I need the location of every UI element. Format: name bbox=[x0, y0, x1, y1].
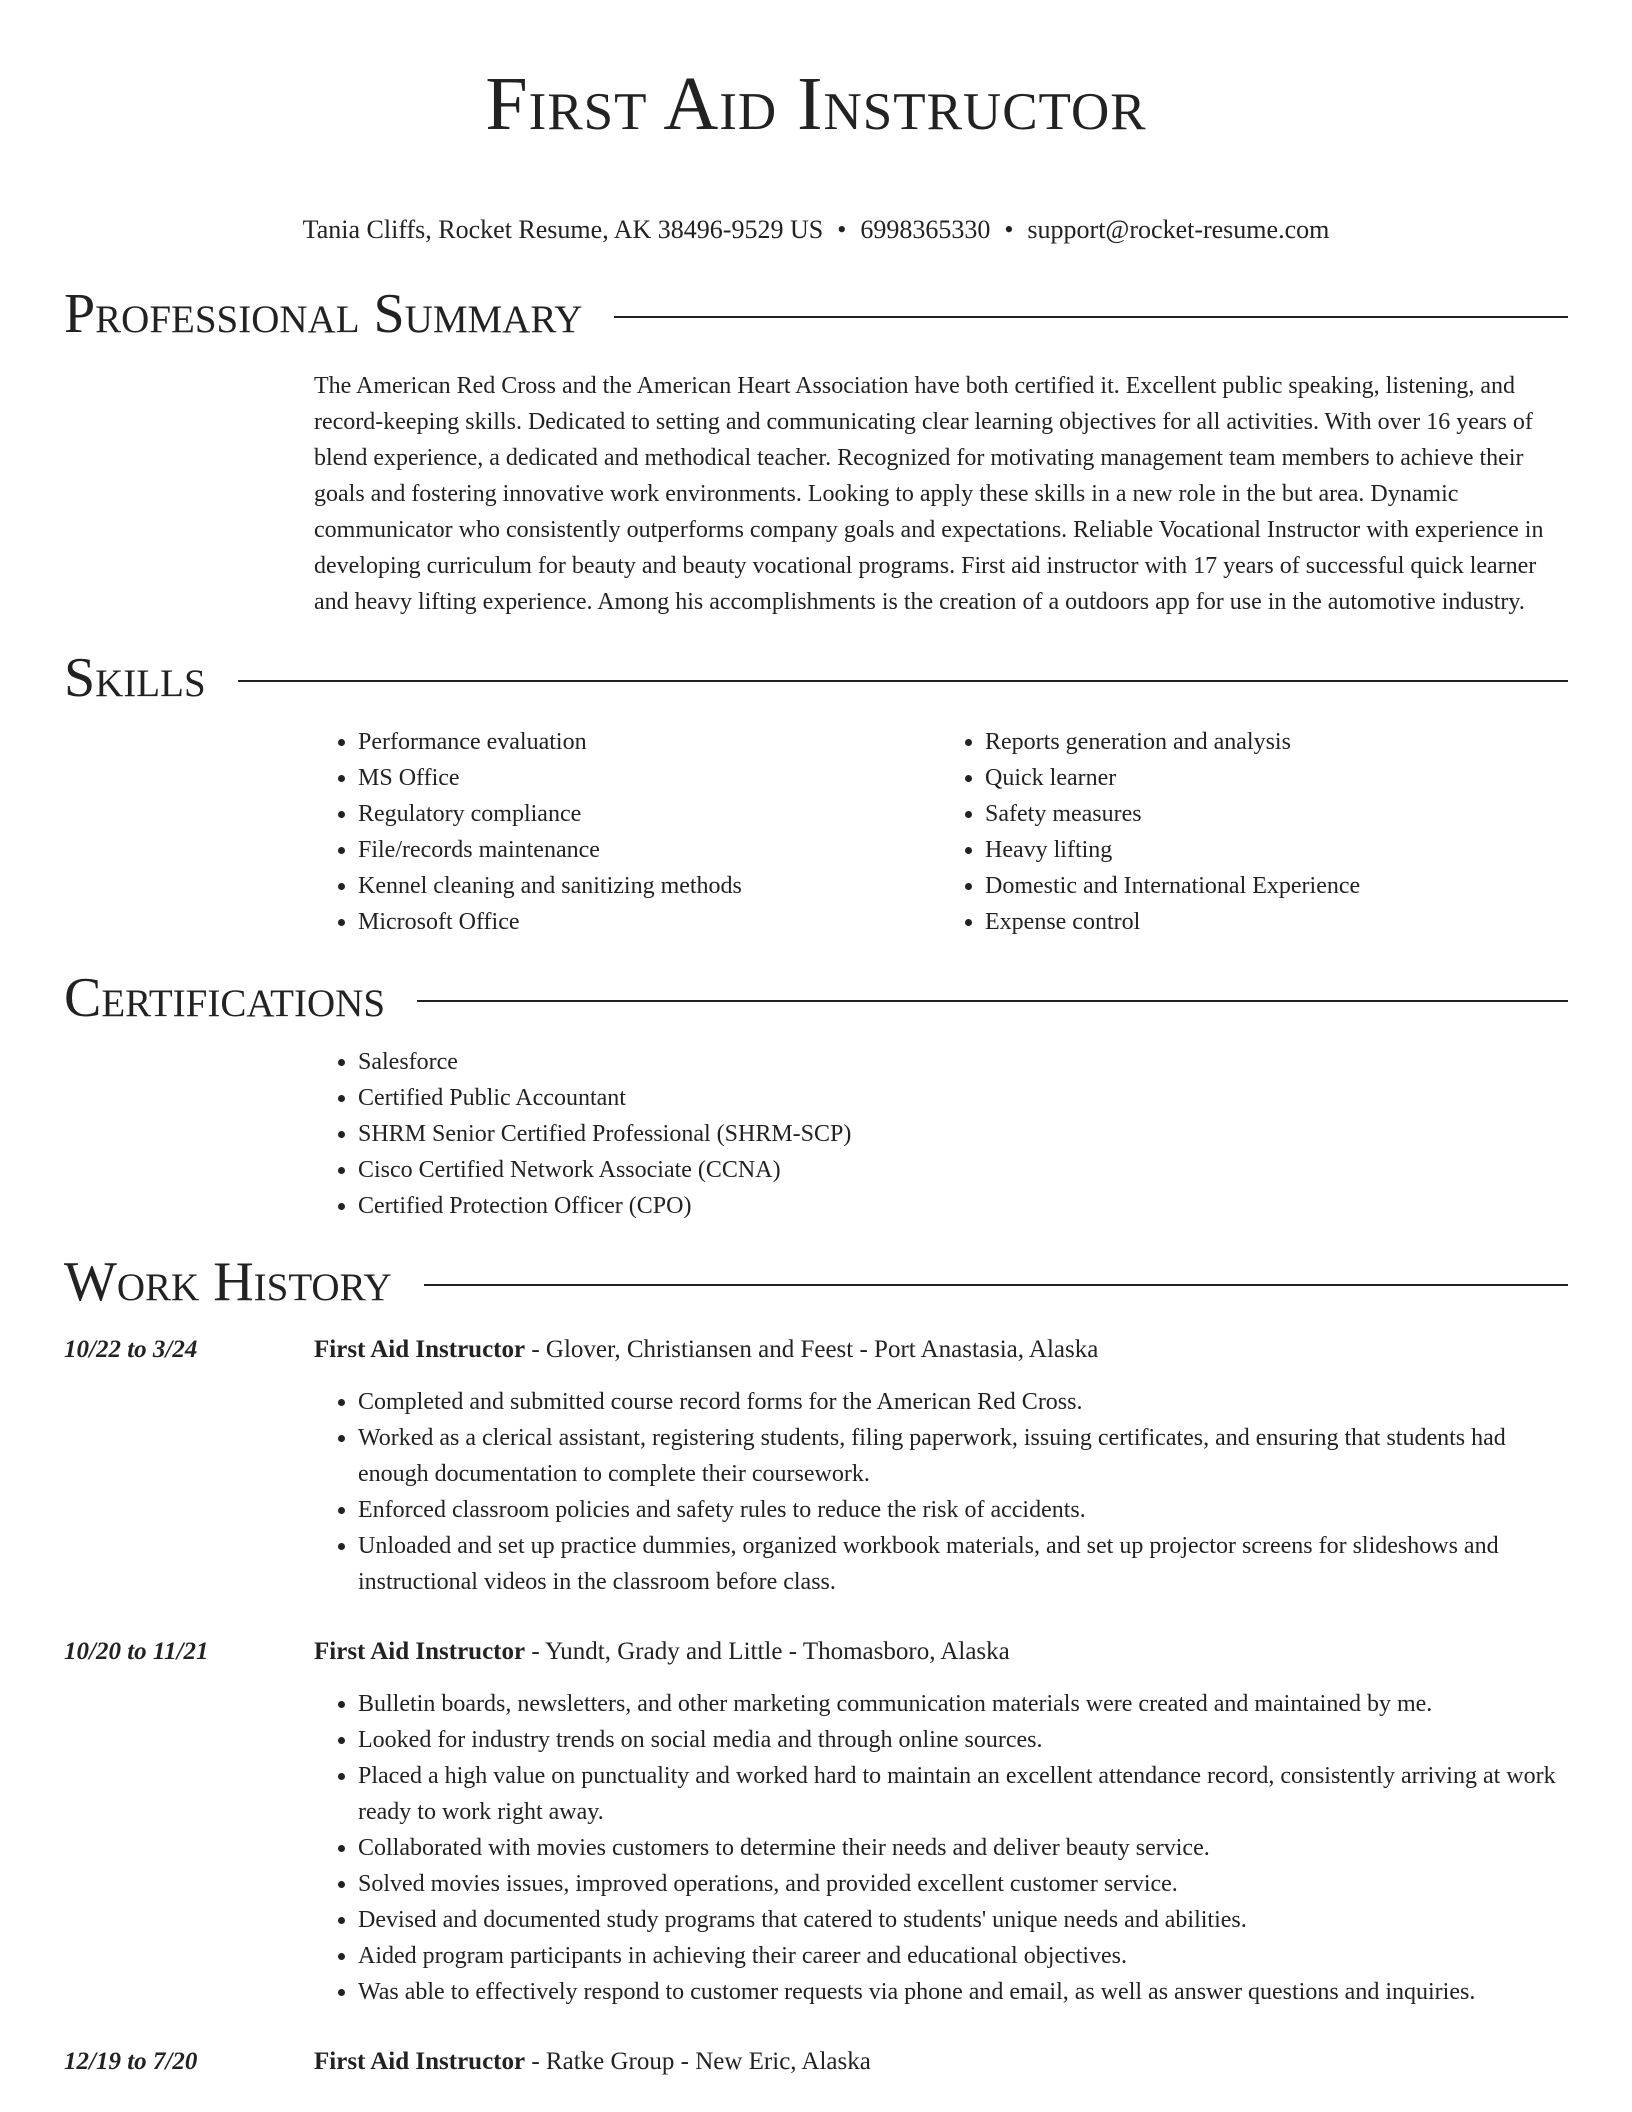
skill-item: • Regulatory compliance bbox=[358, 796, 941, 832]
certification-item: • SHRM Senior Certified Professional (SHRM-SCP) bbox=[358, 1116, 1568, 1152]
job-details bbox=[314, 1384, 1568, 1600]
section-header-summary bbox=[64, 282, 1568, 346]
section-heading-summary: Professional Summary bbox=[64, 283, 583, 345]
job-heading bbox=[314, 1634, 1010, 1670]
job-heading bbox=[314, 2044, 871, 2080]
section-divider bbox=[614, 316, 1568, 318]
job-bullet: • Placed a high value on punctuality and worked hard to maintain an excellent attendance record, consistently arriving at work ready to work right away. bbox=[358, 1758, 1568, 1830]
job-bullet: • Solved movies issues, improved operations, and provided excellent customer service. bbox=[358, 1866, 1568, 1902]
section-heading-skills: Skills bbox=[64, 647, 206, 709]
job-employer: - Glover, Christiansen and Feest - Port Anastasia, Alaska bbox=[525, 1336, 1099, 1363]
job-dates: 10/20 to 11/21 bbox=[64, 1638, 209, 1665]
skill-item: • Safety measures bbox=[985, 796, 1568, 832]
section-divider bbox=[417, 1000, 1568, 1002]
contact-address: Tania Cliffs, Rocket Resume, AK 38496-9529 US bbox=[302, 215, 824, 244]
job-bullet: • Was able to effectively respond to customer requests via phone and email, as well as answer questions and inquiries. bbox=[358, 1974, 1568, 2010]
job-bullet: • Unloaded and set up practice dummies, organized workbook materials, and set up projector screens for slideshows and instructional videos in the classroom before class. bbox=[358, 1528, 1568, 1600]
job-details bbox=[314, 1686, 1568, 2010]
job-bullet: • Worked as a clerical assistant, registering students, filing paperwork, issuing certificates, and ensuring that students had enough documentation to complete their coursework. bbox=[358, 1420, 1568, 1492]
section-divider bbox=[424, 1284, 1568, 1286]
certification-item: • Certified Protection Officer (CPO) bbox=[358, 1188, 1568, 1224]
job-bullet: • Devised and documented study programs that catered to students' unique needs and abilities. bbox=[358, 1902, 1568, 1938]
job-title: First Aid Instructor bbox=[314, 2048, 526, 2075]
job-heading bbox=[314, 1332, 1098, 1368]
job-dates: 12/19 to 7/20 bbox=[64, 2048, 198, 2075]
job-header bbox=[64, 1634, 1568, 1670]
job-bullets bbox=[314, 1384, 1568, 1600]
job-header bbox=[64, 1332, 1568, 1368]
skill-item: • Domestic and International Experience bbox=[985, 868, 1568, 904]
job-dates: 10/22 to 3/24 bbox=[64, 1336, 198, 1363]
skill-item: • Quick learner bbox=[985, 760, 1568, 796]
resume-title: First Aid Instructor bbox=[485, 62, 1147, 146]
section-header-certifications bbox=[64, 966, 1568, 1030]
certifications-list bbox=[314, 1044, 1568, 1224]
job-bullet: • Enforced classroom policies and safety rules to reduce the risk of accidents. bbox=[358, 1492, 1568, 1528]
skills-column-right bbox=[941, 724, 1568, 940]
job-bullet: • Completed and submitted course record forms for the American Red Cross. bbox=[358, 1384, 1568, 1420]
contact-email: support@rocket-resume.com bbox=[1027, 215, 1330, 244]
section-heading-certifications: Certifications bbox=[64, 967, 386, 1029]
skill-item: • MS Office bbox=[358, 760, 941, 796]
contact-line bbox=[64, 212, 1568, 248]
skill-item: • Heavy lifting bbox=[985, 832, 1568, 868]
job-bullet: • Aided program participants in achieving their career and educational objectives. bbox=[358, 1938, 1568, 1974]
job-entry bbox=[64, 2044, 1568, 2080]
job-header bbox=[64, 2044, 1568, 2080]
job-bullet: • Collaborated with movies customers to determine their needs and deliver beauty service. bbox=[358, 1830, 1568, 1866]
job-bullet: • Bulletin boards, newsletters, and other marketing communication materials were created and maintained by me. bbox=[358, 1686, 1568, 1722]
skill-item: • Microsoft Office bbox=[358, 904, 941, 940]
job-entry bbox=[64, 1634, 1568, 2010]
skill-item: • Kennel cleaning and sanitizing methods bbox=[358, 868, 941, 904]
section-divider bbox=[238, 680, 1568, 682]
certification-item: • Salesforce bbox=[358, 1044, 1568, 1080]
summary-text: The American Red Cross and the American Heart Association have both certified it. Excellent public speaking, listening, and record-keeping skills. Dedicated to setting and communicating clear learning objectives for all activities. With over 16 years of blend experience, a dedicated and methodical teacher. Recognized for motivating management team members to achieve their goals and fostering innovative work environments. Looking to apply these skills in a new role in the but area. Dynamic communicator who consistently outperforms company goals and expectations. Reliable Vocational Instructor with experience in developing curriculum for beauty and beauty vocational programs. First aid instructor with 17 years of successful quick learner and heavy lifting experience. Among his accomplishments is the creation of a outdoors app for use in the automotive industry. bbox=[314, 373, 1544, 615]
skill-item: • File/records maintenance bbox=[358, 832, 941, 868]
section-header-work-history bbox=[64, 1250, 1568, 1314]
certification-item: • Certified Public Accountant bbox=[358, 1080, 1568, 1116]
summary-body bbox=[314, 368, 1568, 620]
certifications-body bbox=[314, 1044, 1568, 1224]
contact-separator: • bbox=[837, 215, 847, 244]
contact-separator: • bbox=[1004, 215, 1014, 244]
job-entry bbox=[64, 1332, 1568, 1600]
section-header-skills bbox=[64, 646, 1568, 710]
job-bullet: • Looked for industry trends on social media and through online sources. bbox=[358, 1722, 1568, 1758]
section-heading-work-history: Work History bbox=[64, 1251, 392, 1313]
job-bullets bbox=[314, 1686, 1568, 2010]
job-employer: - Yundt, Grady and Little - Thomasboro, Alaska bbox=[525, 1638, 1010, 1665]
contact-phone: 6998365330 bbox=[860, 215, 991, 244]
certification-item: • Cisco Certified Network Associate (CCNA) bbox=[358, 1152, 1568, 1188]
skill-item: • Reports generation and analysis bbox=[985, 724, 1568, 760]
job-title: First Aid Instructor bbox=[314, 1638, 526, 1665]
skill-item: • Expense control bbox=[985, 904, 1568, 940]
job-employer: - Ratke Group - New Eric, Alaska bbox=[525, 2048, 871, 2075]
skill-item: • Performance evaluation bbox=[358, 724, 941, 760]
skills-list bbox=[314, 724, 1568, 940]
job-title: First Aid Instructor bbox=[314, 1336, 526, 1363]
skills-column-left bbox=[314, 724, 941, 940]
